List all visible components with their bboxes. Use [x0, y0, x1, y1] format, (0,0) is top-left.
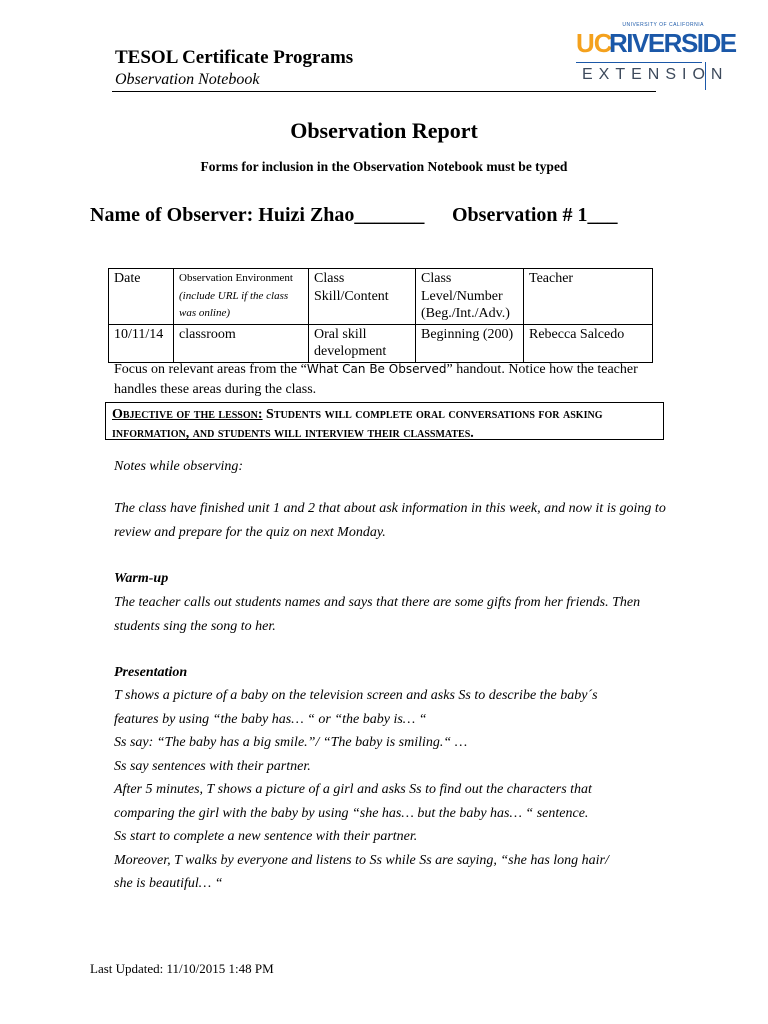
last-updated: Last Updated: 11/10/2015 1:48 PM: [90, 961, 274, 976]
focus-text-pre: Focus on relevant areas from the “: [114, 362, 307, 377]
notes-intro: Notes while observing:: [114, 459, 244, 474]
observation-number: Observation # 1___: [452, 204, 618, 226]
presentation-line: comparing the girl with the baby by using “she has… but the baby has… “ sentence.: [114, 805, 589, 821]
cell-teacher: Rebecca Salcedo: [524, 324, 653, 362]
presentation-line: features by using “the baby has… “ or “the baby is… “: [114, 711, 427, 727]
logo-extension: EXTENSION: [582, 66, 729, 83]
report-instruction: Forms for inclusion in the Observation Notebook must be typed: [200, 159, 568, 174]
header-teacher: Teacher: [524, 269, 653, 325]
header-skill: Class Skill/Content: [309, 269, 416, 325]
logo-divider: [576, 62, 702, 63]
cell-level: Beginning (200): [416, 324, 524, 362]
objective-box: [105, 402, 664, 440]
cell-date: 10/11/14: [109, 324, 174, 362]
header-divider: [112, 91, 656, 92]
objective-text: Students will complete oral conversations for asking information, and students will interview their classmates.: [112, 407, 603, 441]
handout-name: What Can Be Observed: [306, 362, 447, 376]
ucr-extension-logo: [576, 22, 736, 92]
header-environment-label: Observation Environment: [179, 272, 293, 284]
header-environment: [174, 269, 309, 325]
presentation-line: Ss start to complete a new sentence with their partner.: [114, 829, 418, 844]
logo-riverside: RIVERSIDE: [609, 28, 736, 58]
presentation-line: Moreover, T walks by everyone and listens to Ss while Ss are saying, “she has long hair/: [114, 852, 609, 868]
cell-skill: Oral skill development: [309, 324, 416, 362]
cell-environment: classroom: [174, 324, 309, 362]
presentation-line: Ss say: “The baby has a big smile.”/ “The baby is smiling.“ …: [114, 735, 468, 750]
header-date: Date: [109, 269, 174, 325]
notes-paragraph: The class have finished unit 1 and 2 that about ask information in this week, and now it is going to review and prepare for the quiz on next Monday.: [114, 501, 666, 540]
warmup-text: The teacher calls out students names and says that there are some gifts from her friends. Then students sing the song to her.: [114, 595, 641, 634]
warmup-heading: Warm-up: [114, 571, 169, 586]
logo-university-text: UNIVERSITY OF CALIFORNIA: [622, 22, 704, 28]
presentation-heading: Presentation: [114, 665, 188, 680]
focus-instruction: [114, 360, 654, 399]
header-environment-note: (include URL if the class was online): [179, 289, 289, 319]
report-title: Observation Report: [290, 118, 478, 143]
presentation-line: Ss say sentences with their partner.: [114, 758, 311, 774]
presentation-notes: [114, 684, 674, 896]
focus-text-post: ” handout. Notice how the teacher handles these areas during the class.: [114, 362, 638, 397]
observer-name: Name of Observer: Huizi Zhao_______: [90, 204, 425, 226]
objective-label: Objective of the lesson:: [112, 407, 263, 422]
program-title: TESOL Certificate Programs: [115, 47, 354, 68]
logo-uc: UC: [576, 28, 612, 58]
notebook-subtitle: Observation Notebook: [115, 71, 260, 88]
presentation-line: After 5 minutes, T shows a picture of a girl and asks Ss to find out the characters that: [114, 782, 592, 797]
table-row: [109, 324, 653, 362]
header-level: Class Level/Number (Beg./Int./Adv.): [416, 269, 524, 325]
presentation-line: she is beautiful… “: [114, 876, 223, 891]
observation-info-table: [108, 268, 653, 363]
table-header-row: [109, 269, 653, 325]
presentation-line: T shows a picture of a baby on the television screen and asks Ss to describe the baby´s: [114, 688, 598, 703]
